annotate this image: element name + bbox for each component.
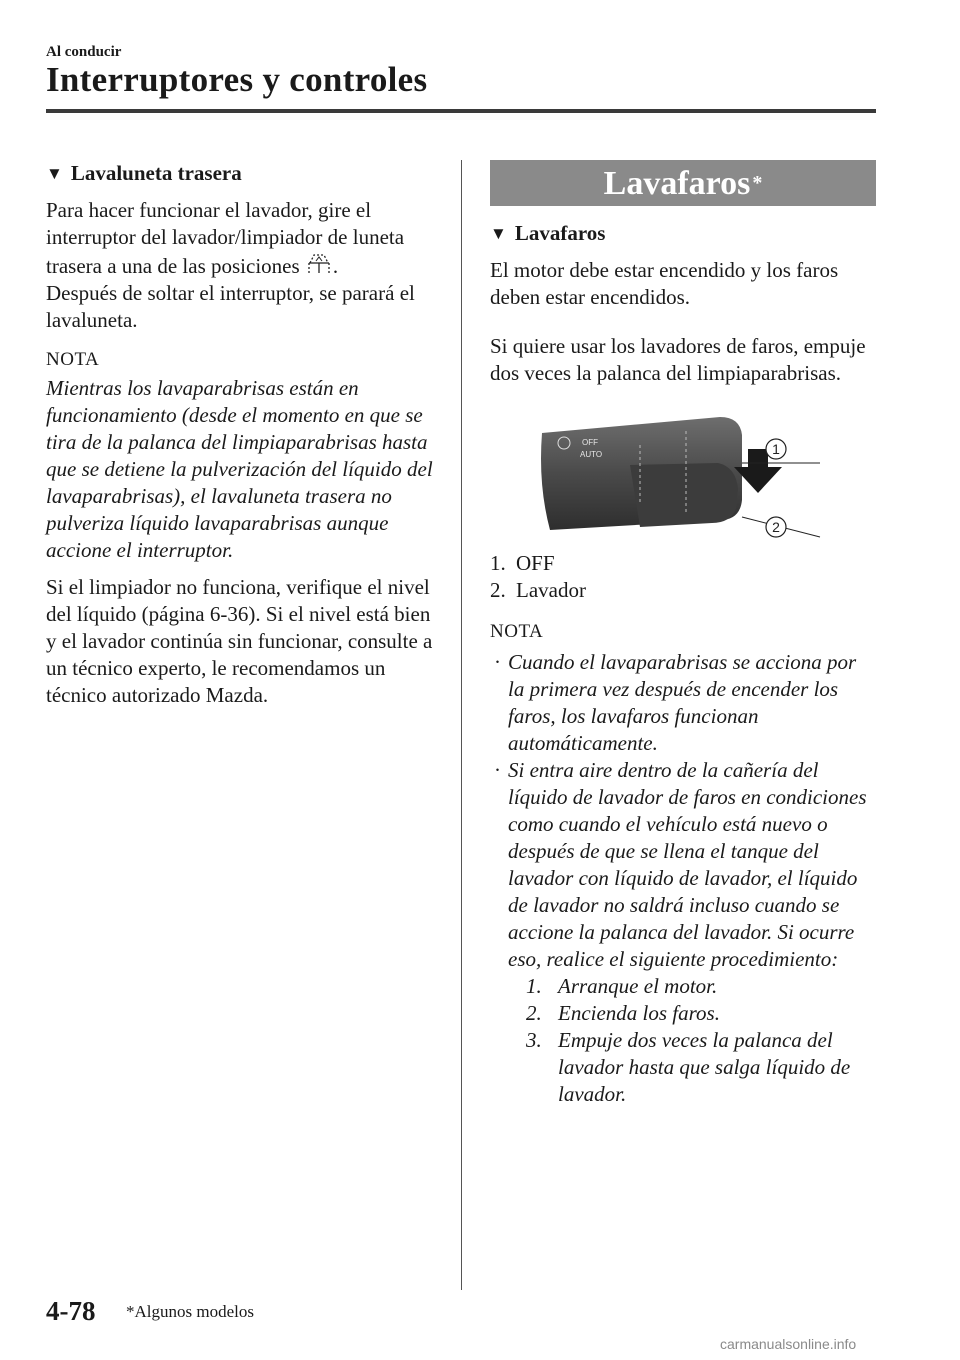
instruction-paragraph: Si quiere usar los lavadores de faros, empuje dos veces la palanca del limpiaparabrisas.	[490, 334, 866, 385]
page-title: Interruptores y controles	[46, 60, 428, 99]
lever-off-marking: OFF	[582, 438, 598, 447]
subheading-rear-washer	[46, 160, 446, 187]
left-column	[46, 160, 446, 719]
subheading-text: Lavaluneta trasera	[70, 161, 242, 185]
banner-asterisk: *	[752, 171, 763, 194]
header-rule	[46, 109, 876, 113]
note-label: NOTA	[46, 349, 100, 370]
triangle-bullet-icon: ▼	[490, 224, 507, 243]
page-number: 4-78	[46, 1296, 96, 1326]
procedure-step: 1. Arranque el motor.	[526, 974, 718, 998]
footnote: *Algunos modelos	[126, 1302, 254, 1321]
procedure-step: 2. Encienda los faros.	[526, 1001, 720, 1025]
subheading-text: Lavafaros	[514, 221, 606, 245]
note-bullets	[490, 649, 876, 1108]
rear-washer-text: Para hacer funcionar el lavador, gire el interruptor del lavador/limpiador de luneta trasera a una de las posiciones	[46, 198, 405, 278]
rear-washer-paragraph	[46, 197, 446, 334]
bullet-dot-icon: ·	[494, 758, 501, 782]
callout-number-2: 2	[772, 519, 780, 535]
right-column	[490, 160, 876, 1108]
section-label: Al conducir	[46, 44, 122, 60]
note-bullet-item: · Si entra aire dentro de la cañería del líquido de lavador de faros en condiciones como cuando el vehículo está nuevo o después de que se llena el tanque del lavador con líquido de lavador, el líquido de lavador no saldrá incluso cuando se accione la palanca del lavador. Si ocurre eso, realice el siguiente procedimiento: 1. Arranque el motor. 2. Encienda los faros. 3. Empuje dos veces la palanca del lavador hasta que salga líquido de lavador.	[490, 757, 876, 1108]
note-bullet-item: · Cuando el lavaparabrisas se acciona por la primera vez después de encender los faros, los lavafaros funcionan automáticamente.	[494, 650, 857, 755]
lever-auto-marking: AUTO	[580, 450, 603, 459]
lever-tip	[630, 463, 738, 527]
legend-item: 2. Lavador	[490, 578, 586, 602]
wiper-lever-illustration	[490, 405, 876, 540]
rear-washer-symbol-icon	[306, 251, 332, 275]
figure-legend	[490, 550, 876, 604]
callout-number-1: 1	[772, 441, 780, 457]
column-divider	[461, 160, 462, 1290]
procedure-steps	[508, 973, 876, 1108]
section-banner	[490, 160, 876, 206]
bullet-dot-icon: ·	[494, 650, 501, 674]
rear-washer-release-text: Después de soltar el interruptor, se parará el lavaluneta.	[46, 281, 415, 332]
rear-washer-text-end: .	[332, 254, 339, 278]
note-label: NOTA	[490, 621, 544, 642]
note-text: Mientras los lavaparabrisas están en funcionamiento (desde el momento en que se tira de la palanca del limpiaparabrisas hasta que se detiene la pulverización del líquido del lavaparabrisas), el lavaluneta trasera no pulveriza líquido lavaparabrisas aunque accione el interruptor.	[46, 376, 433, 562]
troubleshoot-paragraph: Si el limpiador no funciona, verifique el nivel del líquido (página 6-36). Si el nivel está bien y el lavador continúa sin funcionar, consulte a un técnico experto, le recomendamos un técnico autorizado Mazda.	[46, 575, 433, 707]
procedure-step: 3. Empuje dos veces la palanca del lavador hasta que salga líquido de lavador.	[526, 1028, 851, 1106]
lever-figure	[490, 405, 876, 540]
requirement-paragraph: El motor debe estar encendido y los faros deben estar encendidos.	[490, 258, 839, 309]
triangle-bullet-icon: ▼	[46, 164, 63, 183]
banner-title: Lavafaros	[603, 164, 751, 202]
watermark: carmanualsonline.info	[720, 1336, 857, 1352]
legend-item: 1. OFF	[490, 551, 555, 575]
subheading-headlight-washer	[490, 220, 876, 247]
